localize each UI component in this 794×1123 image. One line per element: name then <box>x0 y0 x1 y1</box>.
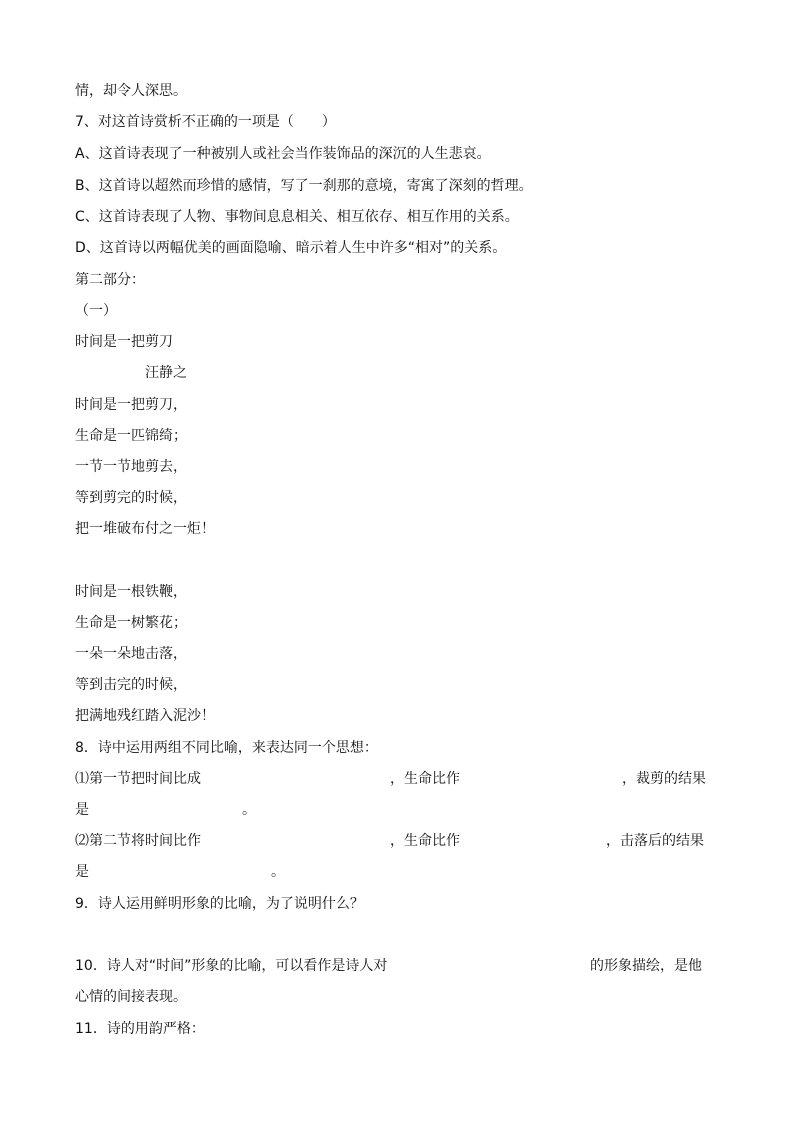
section-number: （一） <box>75 303 117 319</box>
poem-line: 一朵一朵地击落， <box>75 646 187 662</box>
part-heading: 第二部分： <box>75 272 145 288</box>
question-7: 7、对这首诗赏析不正确的一项是（ ） <box>75 114 336 130</box>
option-d: D、这首诗以两幅优美的画面隐喻、暗示着人生中许多“相对”的关系。 <box>75 240 507 256</box>
poem-line: 等到击完的时候， <box>75 677 187 693</box>
q8-part1-text: ⑴第一节把时间比成 <box>75 771 201 787</box>
option-b: B、这首诗以超然而珍惜的感情，写了一刹那的意境，寄寓了深刻的哲理。 <box>75 178 533 194</box>
q8-part2-text: 。 <box>271 864 285 880</box>
question-10: 的形象描绘，是他 <box>590 958 702 974</box>
q8-part1-text: ，裁剪的结果 <box>622 771 706 787</box>
poem-line: 把满地残红踏入泥沙！ <box>75 708 215 724</box>
poem-line: 等到剪完的时候， <box>75 490 187 506</box>
option-a: A、这首诗表现了一种被别人或社会当作装饰品的深沉的人生悲哀。 <box>75 146 491 162</box>
poem-line: 一节一节地剪去， <box>75 459 187 475</box>
q8-part2-text: ⑵第二节将时间比作 <box>75 833 201 849</box>
poem-line: 时间是一根铁鞭， <box>75 584 187 600</box>
poem-line: 把一堆破布付之一炬！ <box>75 521 215 537</box>
q8-part2-text: 是 <box>75 864 89 880</box>
poem-author: 汪静之 <box>145 365 187 381</box>
q8-part1-text: 是 <box>75 802 89 818</box>
q8-part1-text: ，生命比作 <box>390 771 460 787</box>
poem-line: 生命是一树繁花； <box>75 615 187 631</box>
question-10: 10．诗人对“时间”形象的比喻，可以看作是诗人对 <box>75 958 388 974</box>
q8-part1-text: 。 <box>242 802 256 818</box>
text-line: 情，却令人深思。 <box>75 83 187 99</box>
q8-part2-text: ，生命比作 <box>390 833 460 849</box>
q8-part2-text: ，击落后的结果 <box>606 833 704 849</box>
option-c: C、这首诗表现了人物、事物间息息相关、相互依存、相互作用的关系。 <box>75 209 519 225</box>
question-10: 心情的间接表现。 <box>75 989 187 1005</box>
question-8: 8．诗中运用两组不同比喻，来表达同一个思想： <box>75 740 378 756</box>
poem-line: 时间是一把剪刀， <box>75 397 187 413</box>
question-11: 11．诗的用韵严格： <box>75 1021 205 1037</box>
poem-title: 时间是一把剪刀 <box>75 334 173 350</box>
poem-line: 生命是一匹锦绮； <box>75 428 187 444</box>
question-9: 9．诗人运用鲜明形象的比喻，为了说明什么？ <box>75 896 364 912</box>
